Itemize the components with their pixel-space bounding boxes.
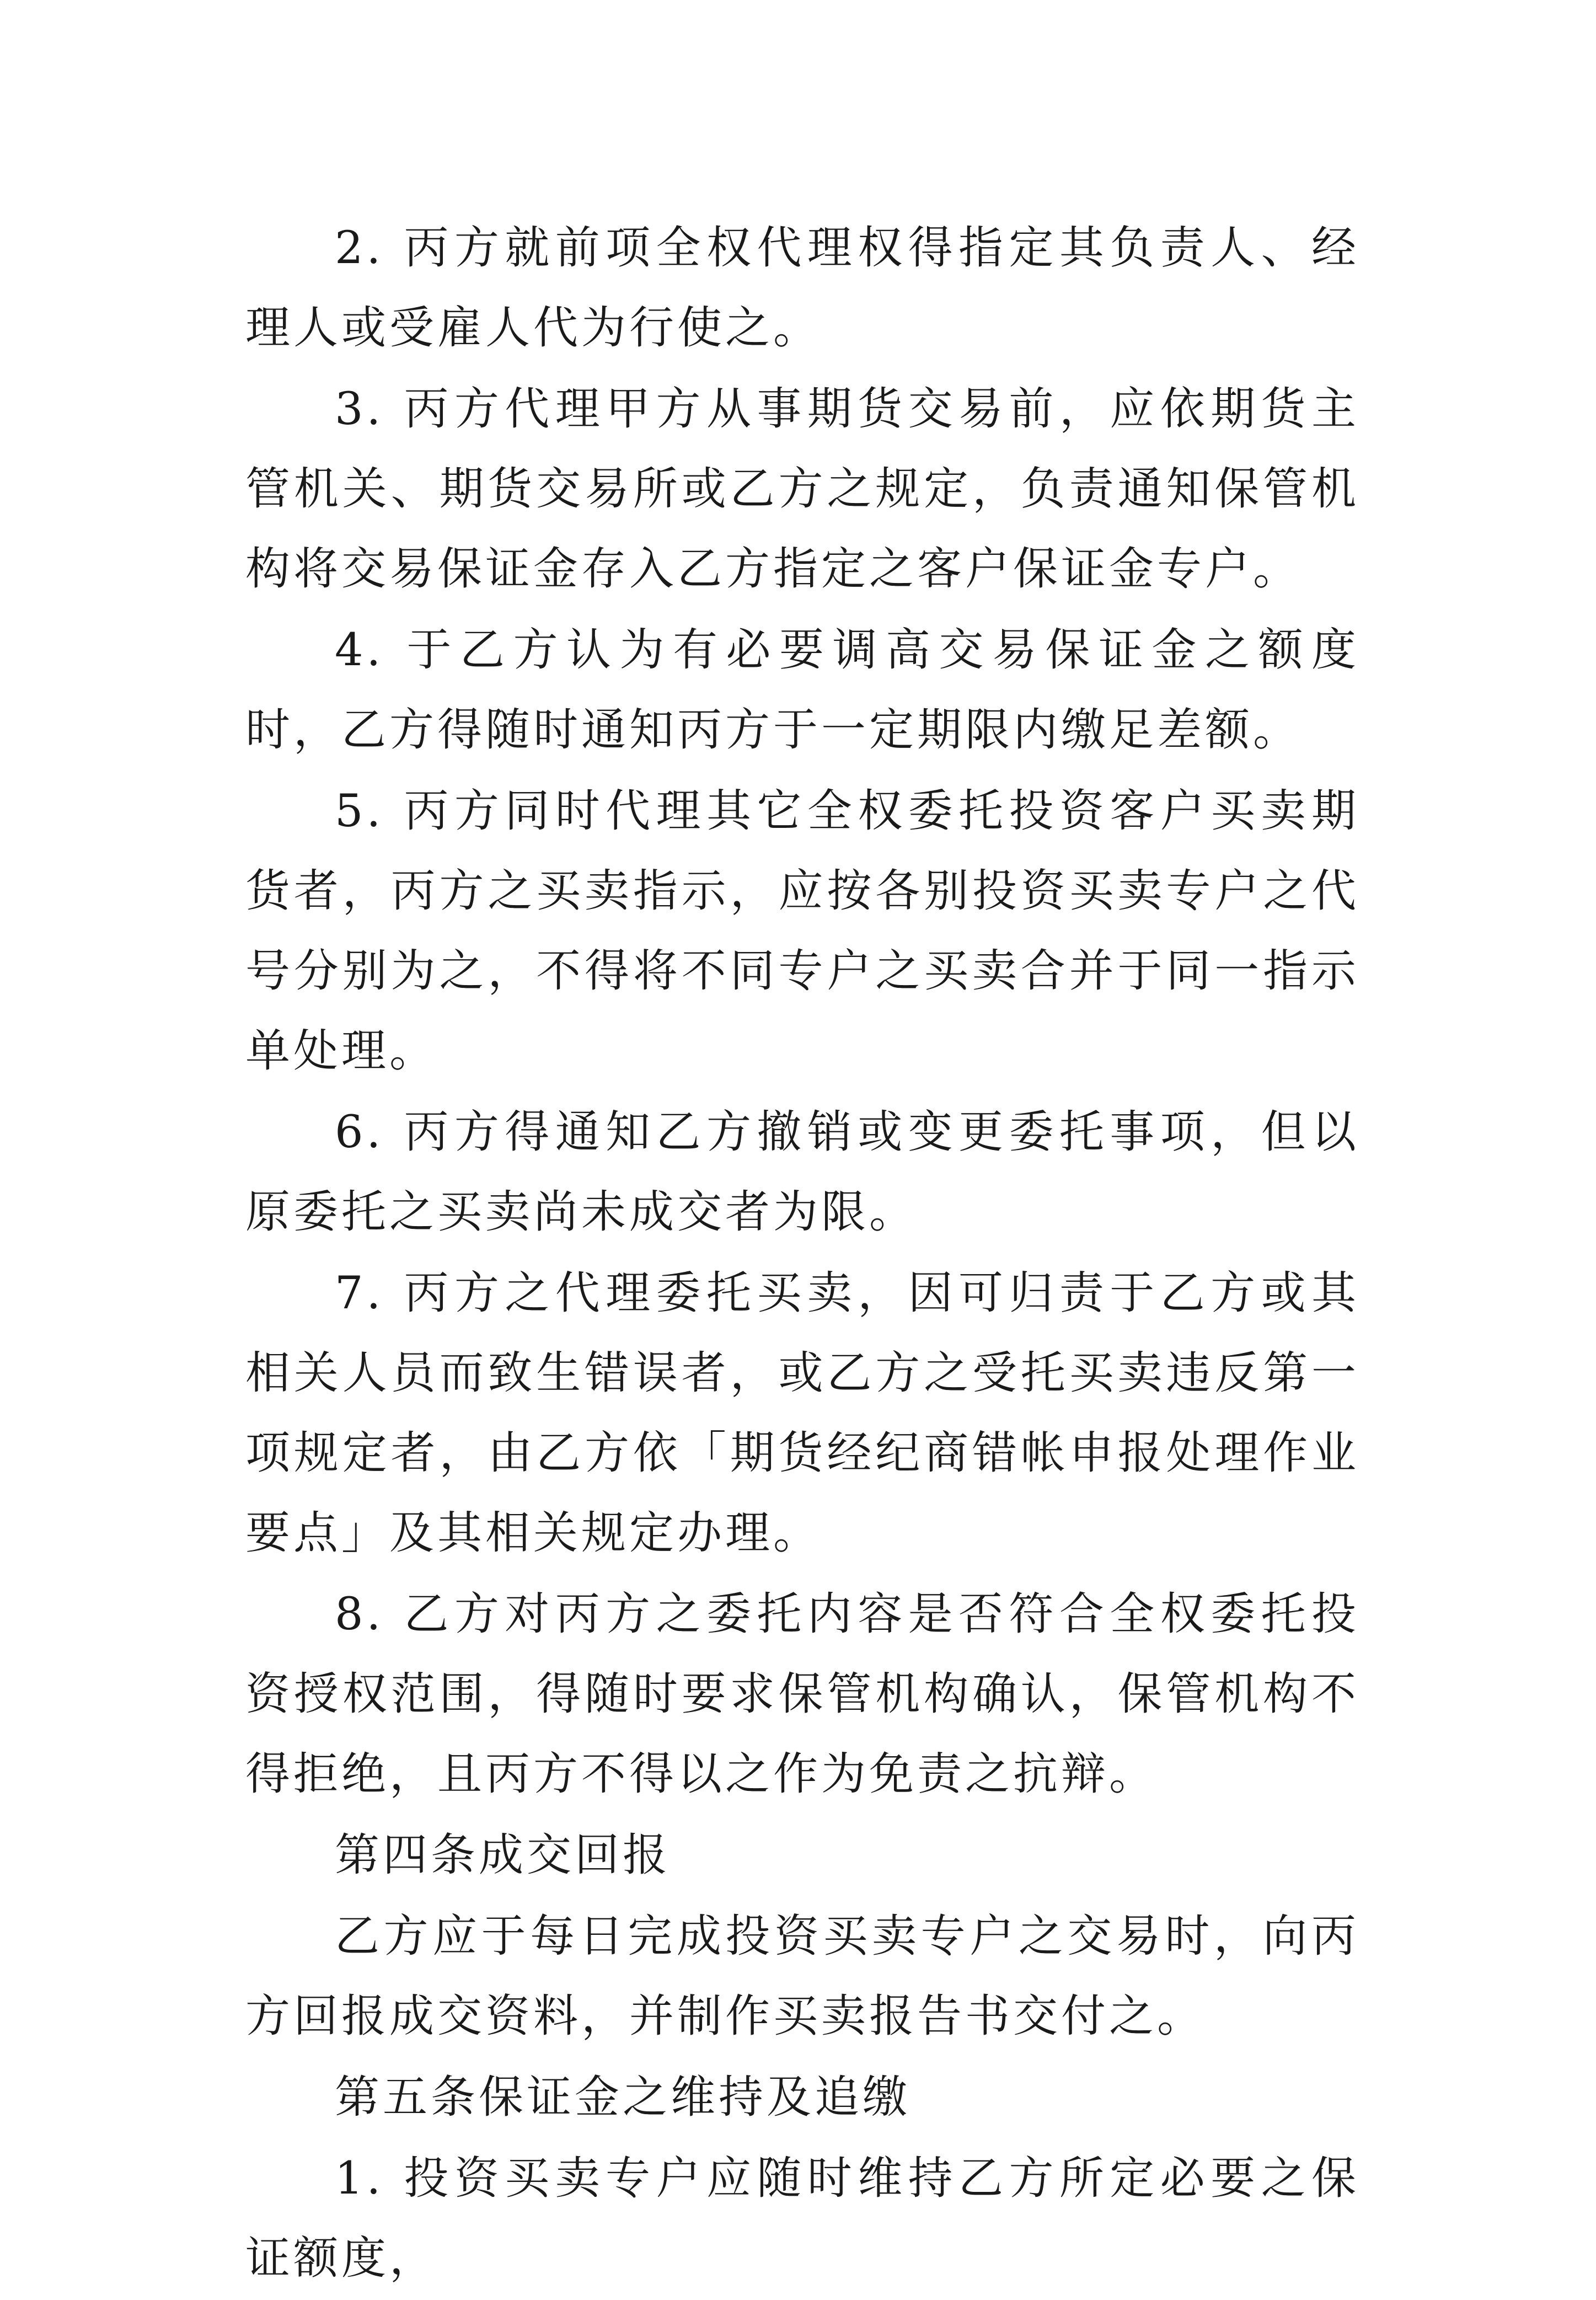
paragraph-clause-4: 4. 于乙方认为有必要调高交易保证金之额度时，乙方得随时通知丙方于一定期限内缴足差额。 xyxy=(245,624,1359,756)
paragraph-clause-2: 2. 丙方就前项全权代理权得指定其负责人、经理人或受雇人代为行使之。 xyxy=(245,222,1359,354)
paragraph-clause-5: 5. 丙方同时代理其它全权委托投资客户买卖期货者，丙方之买卖指示，应按各别投资买卖专户之代号分别为之，不得将不同专户之买卖合并于同一指示单处理。 xyxy=(245,785,1359,1077)
paragraph-clause-6: 6. 丙方得通知乙方撤销或变更委托事项，但以原委托之买卖尚未成交者为限。 xyxy=(245,1106,1359,1238)
article-5-heading: 第五条保证金之维持及追缴 xyxy=(335,2072,911,2124)
document-body xyxy=(245,208,1359,2300)
paragraph-clause-8: 8. 乙方对丙方之委托内容是否符合全权委托投资授权范围，得随时要求保管机构确认，保管机构不得拒绝，且丙方不得以之作为免责之抗辩。 xyxy=(245,1588,1359,1800)
paragraph-article-5-clause-1: 1. 投资买卖专户应随时维持乙方所定必要之保证额度， xyxy=(245,2153,1359,2285)
paragraph-clause-7: 7. 丙方之代理委托买卖，因可归责于乙方或其相关人员而致生错误者，或乙方之受托买卖违反第一项规定者，由乙方依「期货经纪商错帐申报处理作业要点」及其相关规定办理。 xyxy=(245,1267,1359,1559)
paragraph-clause-3: 3. 丙方代理甲方从事期货交易前，应依期货主管机关、期货交易所或乙方之规定，负责通知保管机构将交易保证金存入乙方指定之客户保证金专户。 xyxy=(245,383,1359,595)
paragraph-article-4-body: 乙方应于每日完成投资买卖专户之交易时，向丙方回报成交资料，并制作买卖报告书交付之。 xyxy=(245,1911,1359,2042)
article-4-heading: 第四条成交回报 xyxy=(335,1830,671,1881)
